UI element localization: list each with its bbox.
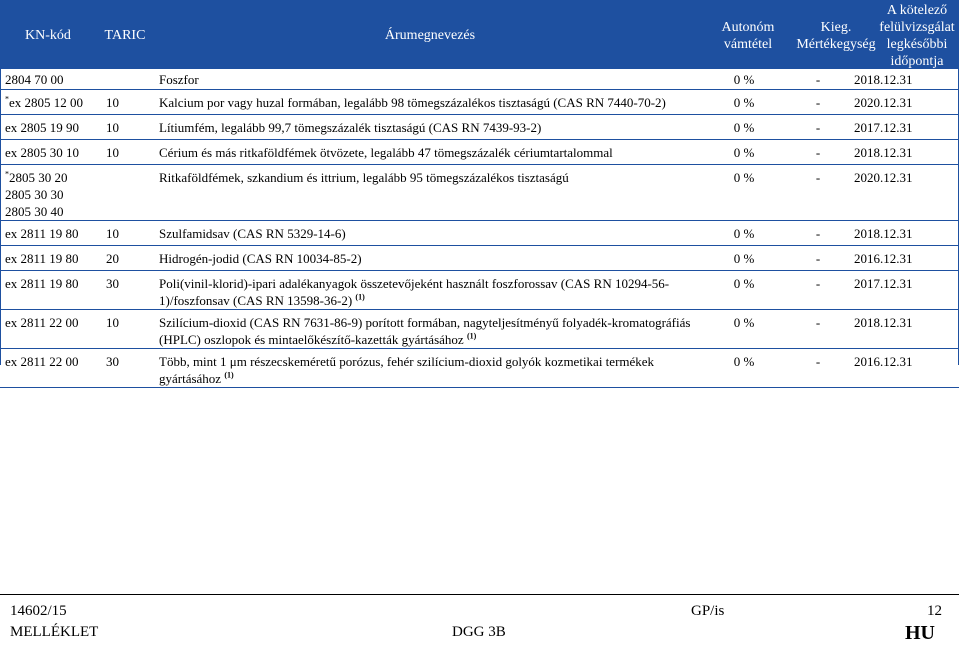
tariff-table [0,68,959,388]
cn-code-cell [0,246,101,271]
cn-code-cell [0,140,101,165]
table-row [0,221,959,246]
table-row [0,165,959,221]
cn-code: ex 2811 19 80 [5,276,79,291]
unit-cell: - [782,349,854,388]
cn-code-cell [0,271,101,310]
cn-code-extra: 2805 30 40 [5,204,64,219]
description-cell [154,69,706,90]
taric-cell: 10 [101,310,154,349]
duty-rate-cell: 0 % [706,349,782,388]
cn-code-cell [0,69,101,90]
table-row [0,349,959,388]
asterisk-mark: * [5,169,9,179]
description-cell [154,140,706,165]
footnote-mark: (1) [224,370,234,380]
duty-rate-cell: 0 % [706,271,782,310]
taric-cell: 10 [101,90,154,115]
description-cell [154,90,706,115]
unit-cell: - [782,271,854,310]
description-text: Szulfamidsav (CAS RN 5329-14-6) [159,226,346,241]
description-cell [154,115,706,140]
cn-code-cell [0,221,101,246]
taric-cell [101,165,154,221]
footer-rule [0,594,959,595]
description-text: Foszfor [159,72,199,87]
cn-code: ex 2805 30 10 [5,145,80,160]
footer-annex: MELLÉKLET [10,624,99,640]
asterisk-mark: * [5,94,9,104]
description-text: Szilícium-dioxid (CAS RN 7631-86-9) porított formában, nagyteljesítményű folyadék-kromatográfiás (HPLC) oszlopok és mintaelőkészítő-kazetták gyártásához [159,315,691,347]
header-review-line4: időpontja [890,54,944,69]
review-date-cell: 2018.12.31 [854,310,959,349]
review-date-cell: 2018.12.31 [854,221,959,246]
review-date-cell: 2017.12.31 [854,115,959,140]
cn-code-cell [0,165,101,221]
taric-cell: 10 [101,115,154,140]
description-text: Poli(vinil-klorid)-ipari adalékanyagok összetevőjeként használt foszforossav (CAS RN 10294-56-1)/foszfonsav (CAS RN 13598-36-2) [159,276,670,308]
duty-rate-cell: 0 % [706,246,782,271]
description-text: Több, mint 1 μm részecskeméretű porózus, fehér szilícium-dioxid golyók kozmetikai termékek gyártásához [159,354,655,386]
duty-rate-cell: 0 % [706,69,782,90]
description-text: Cérium és más ritkaföldfémek ötvözete, legalább 47 tömegszázalék cériumtartalommal [159,145,613,160]
cn-code-cell [0,310,101,349]
table-left-edge [0,68,1,365]
table-row [0,90,959,115]
taric-cell: 30 [101,271,154,310]
footer-page-number: 12 [927,603,942,619]
duty-rate-cell: 0 % [706,310,782,349]
header-autonomous-duty [707,19,789,53]
cn-code: ex 2805 12 00 [9,95,84,110]
header-review-date [871,2,960,70]
header-unit-line1: Kieg. [820,20,852,35]
description-text: Hidrogén-jodid (CAS RN 10034-85-2) [159,251,362,266]
cn-code-cell [0,349,101,388]
unit-cell: - [782,115,854,140]
table-row [0,246,959,271]
cn-code: ex 2811 19 80 [5,251,79,266]
cn-code: ex 2811 22 00 [5,354,79,369]
taric-cell [101,69,154,90]
header-autonomous-duty-line1: Autonóm [721,20,775,35]
table-row [0,310,959,349]
description-cell [154,246,706,271]
header-description: Árumegnevezés [384,28,476,43]
header-review-line3: legkésőbbi [886,37,948,52]
description-cell [154,349,706,388]
unit-cell: - [782,310,854,349]
description-cell [154,310,706,349]
table-row [0,115,959,140]
header-kn-code: KN-kód [25,28,71,43]
taric-cell: 30 [101,349,154,388]
description-cell [154,221,706,246]
unit-cell: - [782,165,854,221]
taric-cell: 10 [101,221,154,246]
unit-cell: - [782,221,854,246]
cn-code: 2805 30 20 [9,170,68,185]
header-taric: TARIC [104,28,146,43]
footnote-mark: (1) [355,292,365,302]
footer-initials: GP/is [691,603,725,619]
description-text: Lítiumfém, legalább 99,7 tömegszázalék tisztaságú (CAS RN 7439-93-2) [159,120,542,135]
table-right-edge [958,68,959,365]
description-text: Ritkaföldfémek, szkandium és ittrium, legalább 95 tömegszázalékos tisztaságú [159,170,569,185]
review-date-cell: 2018.12.31 [854,140,959,165]
header-autonomous-duty-line2: vámtétel [723,37,773,52]
footnote-mark: (1) [466,331,477,341]
footer-dg: DGG 3B [452,624,506,640]
duty-rate-cell: 0 % [706,90,782,115]
footer-language: HU [905,622,935,644]
unit-cell: - [782,140,854,165]
taric-cell: 20 [101,246,154,271]
cn-code-extra: 2805 30 30 [5,187,64,202]
cn-code: ex 2811 22 00 [5,315,79,330]
table-row [0,69,959,90]
header-review-line2: felülvizsgálat [879,20,955,35]
unit-cell: - [782,90,854,115]
cn-code: ex 2805 19 90 [5,120,80,135]
review-date-cell: 2018.12.31 [854,69,959,90]
duty-rate-cell: 0 % [706,221,782,246]
unit-cell: - [782,69,854,90]
cn-code: ex 2811 19 80 [5,226,79,241]
duty-rate-cell: 0 % [706,140,782,165]
cn-code-cell [0,115,101,140]
table-row [0,271,959,310]
cn-code: 2804 70 00 [5,72,64,87]
review-date-cell: 2016.12.31 [854,349,959,388]
duty-rate-cell: 0 % [706,115,782,140]
table-header [0,0,959,68]
description-cell [154,271,706,310]
table-row [0,140,959,165]
description-text: Kalcium por vagy huzal formában, legalább 98 tömegszázalékos tisztaságú (CAS RN 7440-70-2) [159,95,666,110]
unit-cell: - [782,246,854,271]
review-date-cell: 2020.12.31 [854,165,959,221]
review-date-cell: 2017.12.31 [854,271,959,310]
cn-code-cell [0,90,101,115]
footer-doc-number: 14602/15 [10,603,67,619]
review-date-cell: 2016.12.31 [854,246,959,271]
taric-cell: 10 [101,140,154,165]
duty-rate-cell: 0 % [706,165,782,221]
header-review-line1: A kötelező [886,3,948,18]
review-date-cell: 2020.12.31 [854,90,959,115]
header-unit-line2: Mértékegység [796,37,876,52]
description-cell [154,165,706,221]
